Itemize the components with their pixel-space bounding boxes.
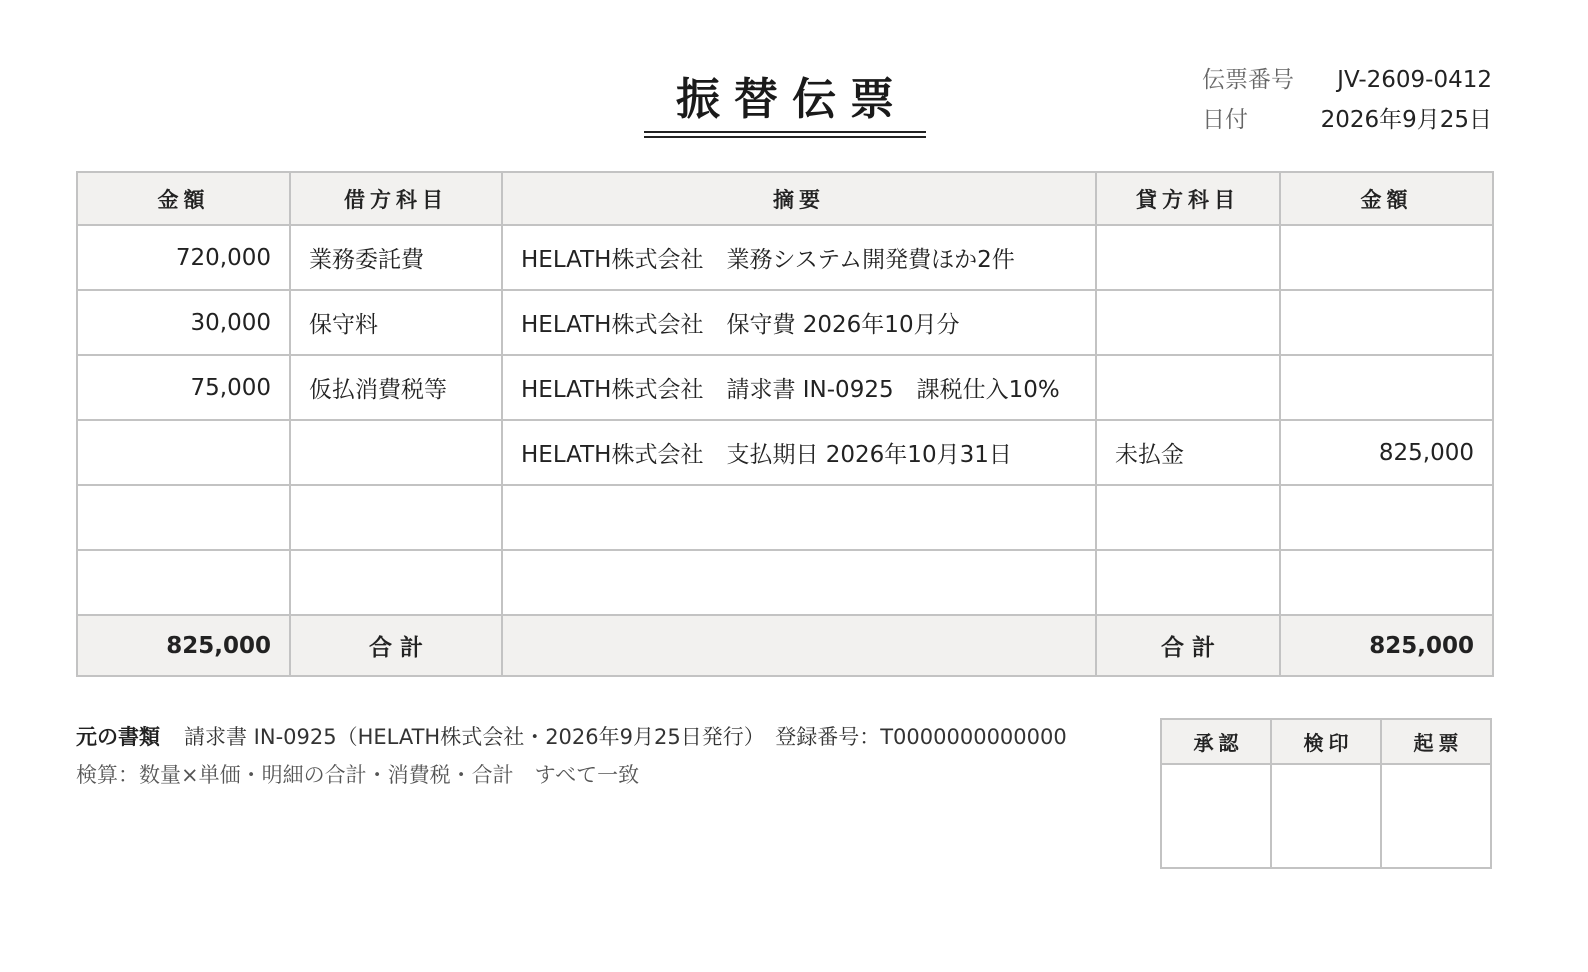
table-header-row: [77, 172, 1493, 225]
voucher-number-field: [1202, 62, 1492, 98]
header-credit-account: 貸方科目: [1096, 172, 1280, 225]
credit-account-cell: [1096, 355, 1280, 420]
credit-total: 825,000: [1280, 615, 1493, 676]
date-label: 日付: [1202, 107, 1248, 133]
credit-amount-cell: [1280, 550, 1493, 615]
credit-total-label: 合計: [1096, 615, 1280, 676]
table-row: [77, 225, 1493, 290]
notes-section: [76, 718, 1067, 794]
header-debit-account: 借方科目: [290, 172, 502, 225]
voucher-number-label: 伝票番号: [1202, 67, 1294, 93]
table-row: [77, 290, 1493, 355]
voucher-number-value: JV-2609-0412: [1337, 67, 1492, 93]
title-underline-bottom: [644, 136, 926, 138]
stamp-box-issuer: [1381, 764, 1491, 868]
verification-line: 検算：数量×単価・明細の合計・消費税・合計 すべて一致: [76, 763, 640, 787]
approval-stamp-boxes: [1160, 718, 1492, 869]
debit-amount-cell: 30,000: [77, 290, 290, 355]
date-value: 2026年9月25日: [1320, 107, 1492, 133]
debit-amount-cell: [77, 485, 290, 550]
stamp-box-approval: [1161, 764, 1271, 868]
debit-account-cell: 仮払消費税等: [290, 355, 502, 420]
debit-account-cell: [290, 550, 502, 615]
table-row: [77, 420, 1493, 485]
source-document-label: 元の書類: [76, 725, 160, 749]
date-field: [1202, 102, 1492, 138]
credit-amount-cell: [1280, 290, 1493, 355]
debit-amount-cell: 75,000: [77, 355, 290, 420]
credit-account-cell: [1096, 225, 1280, 290]
credit-account-cell: [1096, 290, 1280, 355]
debit-amount-cell: [77, 420, 290, 485]
source-document-text: 請求書 IN-0925（HELATH株式会社・2026年9月25日発行） 登録番号：T0000000000000: [184, 725, 1067, 749]
header-credit-amount: 金額: [1280, 172, 1493, 225]
credit-amount-cell: [1280, 355, 1493, 420]
credit-account-cell: [1096, 550, 1280, 615]
header-description: 摘要: [502, 172, 1096, 225]
credit-amount-cell: 825,000: [1280, 420, 1493, 485]
description-cell: HELATH株式会社 保守費 2026年10月分: [502, 290, 1096, 355]
description-cell: HELATH株式会社 業務システム開発費ほか2件: [502, 225, 1096, 290]
voucher-title: 振替伝票: [676, 74, 908, 125]
debit-account-cell: 保守料: [290, 290, 502, 355]
debit-account-cell: 業務委託費: [290, 225, 502, 290]
description-cell: HELATH株式会社 請求書 IN-0925 課税仕入10%: [502, 355, 1096, 420]
title-underline-top: [644, 131, 926, 133]
table-row: [77, 550, 1493, 615]
journal-table: [76, 171, 1494, 677]
debit-amount-cell: [77, 550, 290, 615]
stamp-header-inspection: 検印: [1271, 719, 1381, 764]
table-row: [77, 485, 1493, 550]
stamp-box-inspection: [1271, 764, 1381, 868]
description-cell: [502, 550, 1096, 615]
debit-amount-cell: 720,000: [77, 225, 290, 290]
debit-total-label: 合計: [290, 615, 502, 676]
debit-account-cell: [290, 485, 502, 550]
source-document-line: [76, 718, 1067, 756]
stamp-header-approval: 承認: [1161, 719, 1271, 764]
credit-account-cell: 未払金: [1096, 420, 1280, 485]
credit-amount-cell: [1280, 485, 1493, 550]
credit-account-cell: [1096, 485, 1280, 550]
debit-total: 825,000: [77, 615, 290, 676]
description-cell: HELATH株式会社 支払期日 2026年10月31日: [502, 420, 1096, 485]
stamp-header-issuer: 起票: [1381, 719, 1491, 764]
table-row: [77, 355, 1493, 420]
header-debit-amount: 金額: [77, 172, 290, 225]
description-cell: [502, 485, 1096, 550]
totals-description-cell: [502, 615, 1096, 676]
debit-account-cell: [290, 420, 502, 485]
totals-row: [77, 615, 1493, 676]
credit-amount-cell: [1280, 225, 1493, 290]
